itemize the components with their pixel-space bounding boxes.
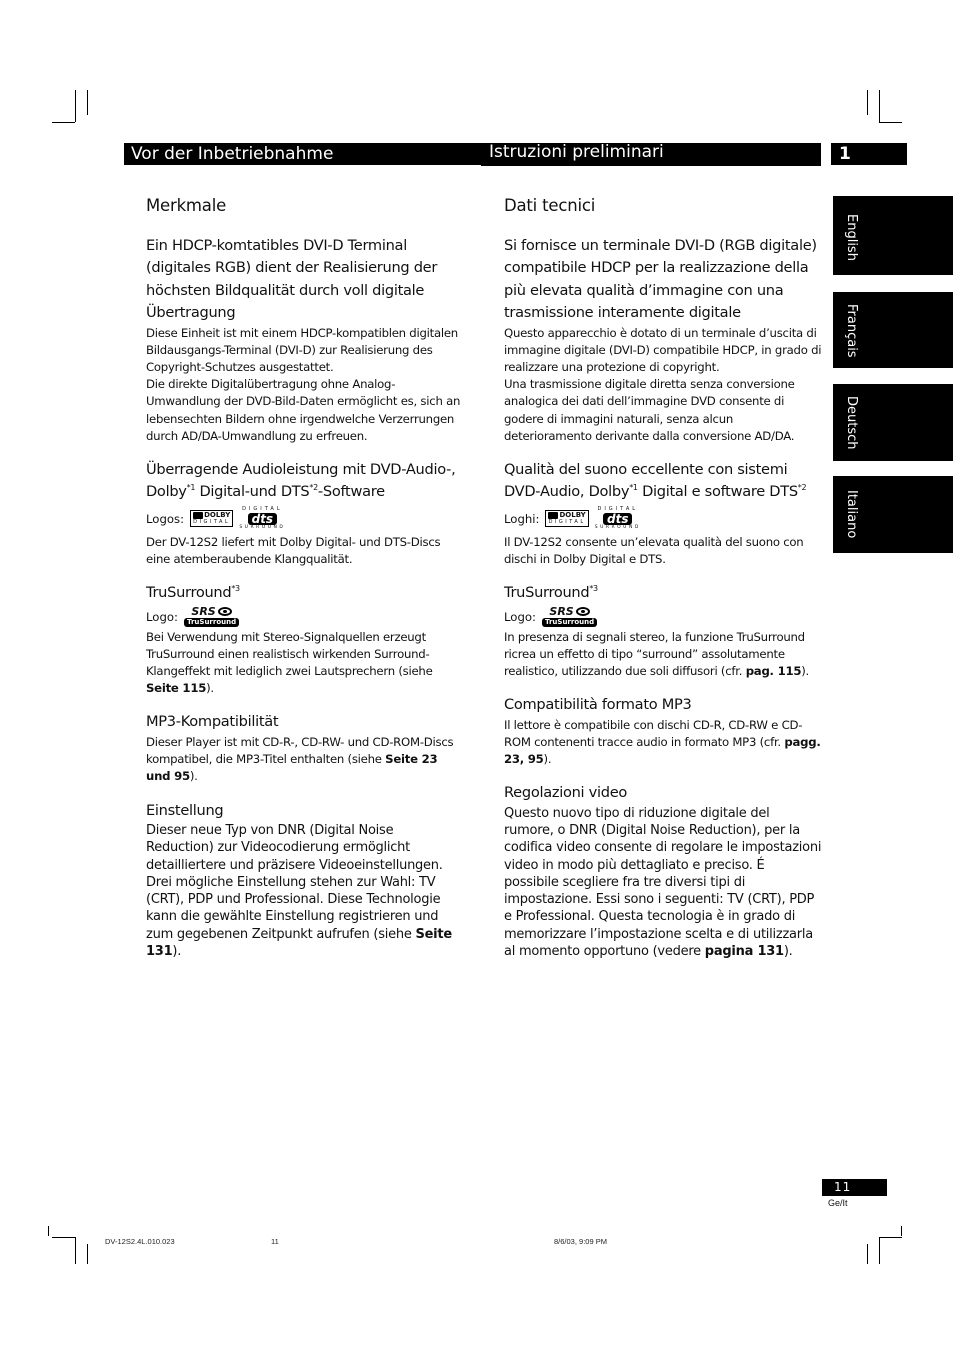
- feature-text: Una trasmissione digitale diretta senza conversione analogica dei dati dell’immagine DVD consente di godere di immagini naturali, senza alcun deterioramento derivante dalla conversione AD/DA.: [504, 377, 795, 443]
- feature-text: Bei Verwendung mit Stereo-Signalquellen erzeugt TruSurround einen realistisch wirkenden Surround-Klangeffekt mit lediglich zwei Lautsprechern (siehe Seite 115).: [146, 629, 433, 696]
- tab-italiano: [833, 476, 953, 553]
- header-bar-left: [124, 143, 481, 165]
- tab-francais: [833, 292, 953, 368]
- page-number: 11: [834, 1180, 852, 1194]
- srs-trusurround-logo: SRS TruSurround: [184, 606, 239, 627]
- feature-heading: TruSurround$^{*3}$: [146, 584, 240, 602]
- crop-mark: [901, 1226, 902, 1236]
- feature-heading: MP3-Kompatibilität: [146, 713, 279, 731]
- language-code: Ge/It: [828, 1198, 848, 1208]
- feature-text: Dieser Player ist mit CD-R-, CD-RW- und CD-ROM-Discs kompatibel, die MP3-Titel enthalten (siehe Seite 23 und 95).: [146, 734, 454, 784]
- tab-deutsch-label: Deutsch: [844, 396, 859, 450]
- feature-text: Dieser neue Typ von DNR (Digital Noise Reduction) zur Videocodierung ermöglicht detailliertere und präzisere Videoeinstellungen. Drei mögliche Einstellung stehen zur Wahl: TV (CRT), PDP und Professional. Diese Technologie kann die gewählte Einstellung registrieren und zum gegebenen Zeitpunkt aufrufen (siehe Seite 131).: [146, 822, 452, 959]
- feature-text: Il DV-12S2 consente un’elevata qualità del suono con dischi in Dolby Digital e DTS.: [504, 534, 804, 567]
- crop-mark: [52, 1237, 75, 1238]
- dts-logo: DIGITAL dts SURROUND: [594, 506, 641, 531]
- crop-mark: [867, 1244, 868, 1264]
- crop-mark: [879, 90, 880, 122]
- feature-text: In presenza di segnali stereo, la funzione TruSurround ricrea un effetto di tipo “surround” assolutamente realistico, utilizzando due soli diffusori (cfr. pag. 115).: [504, 629, 809, 679]
- dolby-digital-logo: DOLBY DIGITAL: [545, 510, 588, 527]
- chapter-box: [831, 143, 907, 165]
- feature-text: Die direkte Digitalübertragung ohne Analog-Umwandlung der DVD-Bild-Daten ermöglicht es, sich an lebensechten Bildern ohne irgendwelche Verzerrungen durch AD/DA-Umwandlung zu erfreuen.: [146, 377, 461, 443]
- tab-english-label: English: [844, 214, 859, 261]
- section-title: Dati tecnici: [504, 196, 596, 215]
- header-title-left: Vor der Inbetriebnahme: [131, 144, 334, 164]
- crop-mark: [879, 1237, 880, 1264]
- logo-row: [504, 504, 822, 534]
- feature-heading: Regolazioni video: [504, 784, 628, 802]
- feature-heading: Einstellung: [146, 801, 224, 819]
- logo-row: [146, 504, 464, 534]
- header-bar-right-fill: [481, 143, 821, 164]
- tab-deutsch: [833, 384, 953, 461]
- crop-mark: [87, 90, 88, 115]
- feature-text: Il lettore è compatibile con dischi CD-R, CD-RW e CD-ROM contenenti tracce audio in formato MP3 (cfr. pagg. 23, 95).: [504, 717, 821, 767]
- tab-francais-label: Français: [844, 304, 859, 358]
- dolby-digital-logo: DOLBY DIGITAL: [190, 510, 233, 527]
- tab-italiano-label: Italiano: [844, 490, 859, 539]
- feature-text: Diese Einheit ist mit einem HDCP-kompatiblen digitalen Bildausgangs-Terminal (DVI-D) zur Realisierung des Copyright-Schutzes ausgestattet.: [146, 325, 458, 375]
- feature-heading: TruSurround$^{*3}$: [504, 584, 598, 602]
- crop-mark: [879, 122, 902, 123]
- srs-trusurround-logo: SRS TruSurround: [542, 606, 597, 627]
- logo-label: Logo:: [146, 609, 178, 624]
- feature-heading: Ein HDCP-komtatibles DVI-D Terminal (digitales RGB) dient der Realisierung der höchsten Bildqualität durch voll digitale Übertragung: [146, 237, 438, 322]
- footer-doc-code: DV-12S2.4L.010.023: [105, 1237, 175, 1246]
- feature-heading: Überragende Audioleistung mit DVD-Audio-, Dolby$^{*1}$ Digital-und DTS$^{*2}$-Software: [146, 461, 456, 501]
- feature-heading: Qualità del suono eccellente con sistemi DVD-Audio, Dolby$^{*1}$ Digital e software DTS$^{*2}$: [504, 461, 807, 501]
- crop-mark: [48, 1226, 49, 1236]
- feature-text: Questo nuovo tipo di riduzione digitale del rumore, o DNR (Digital Noise Reduction), per la codifica video consente di regolare le impostazioni video in modo più dettagliato e preciso. É possibile scegliere fra tre diversi tipi di impostazione. Essi sono i seguenti: TV (CRT), PDP e Professional. Questa tecnologia è in grado di memorizzare l’impostazione scelta e di utilizzarla al momento opportuno (vedere pagina 131).: [504, 805, 822, 960]
- feature-heading: Si fornisce un terminale DVI-D (RGB digitale) compatibile HDCP per la realizzazione della più elevata qualità d’immagine con una trasmissione interamente digitale: [504, 237, 817, 322]
- header-bar-right: [481, 164, 821, 166]
- logo-label: Logo:: [504, 609, 536, 624]
- logo-row: [504, 605, 822, 629]
- feature-text: Der DV-12S2 liefert mit Dolby Digital- und DTS-Discs eine atemberaubende Klangqualität.: [146, 534, 441, 567]
- crop-mark: [52, 122, 75, 123]
- crop-mark: [879, 1237, 902, 1238]
- page-number-box: [822, 1179, 887, 1196]
- header-title-right: Istruzioni preliminari: [489, 142, 664, 162]
- logos-label: Logos:: [146, 511, 185, 526]
- italian-column: [504, 196, 822, 960]
- footer-page: 11: [271, 1237, 279, 1246]
- crop-mark: [75, 1237, 76, 1264]
- german-column: [146, 196, 464, 960]
- dts-logo: DIGITAL dts SURROUND: [239, 506, 286, 531]
- logos-label: Loghi:: [504, 511, 540, 526]
- feature-heading: Compatibilità formato MP3: [504, 696, 692, 714]
- feature-text: Questo apparecchio è dotato di un terminale d’uscita di immagine digitale (DVI-D) compatibile HDCP, in grado di realizzare una protezione di copyright.: [504, 325, 822, 375]
- crop-mark: [867, 90, 868, 115]
- footer-timestamp: 8/6/03, 9:09 PM: [554, 1237, 607, 1246]
- tab-english: [833, 196, 953, 275]
- crop-mark: [87, 1244, 88, 1264]
- section-title: Merkmale: [146, 196, 227, 215]
- chapter-number: 1: [839, 144, 851, 164]
- crop-mark: [75, 90, 76, 122]
- logo-row: [146, 605, 464, 629]
